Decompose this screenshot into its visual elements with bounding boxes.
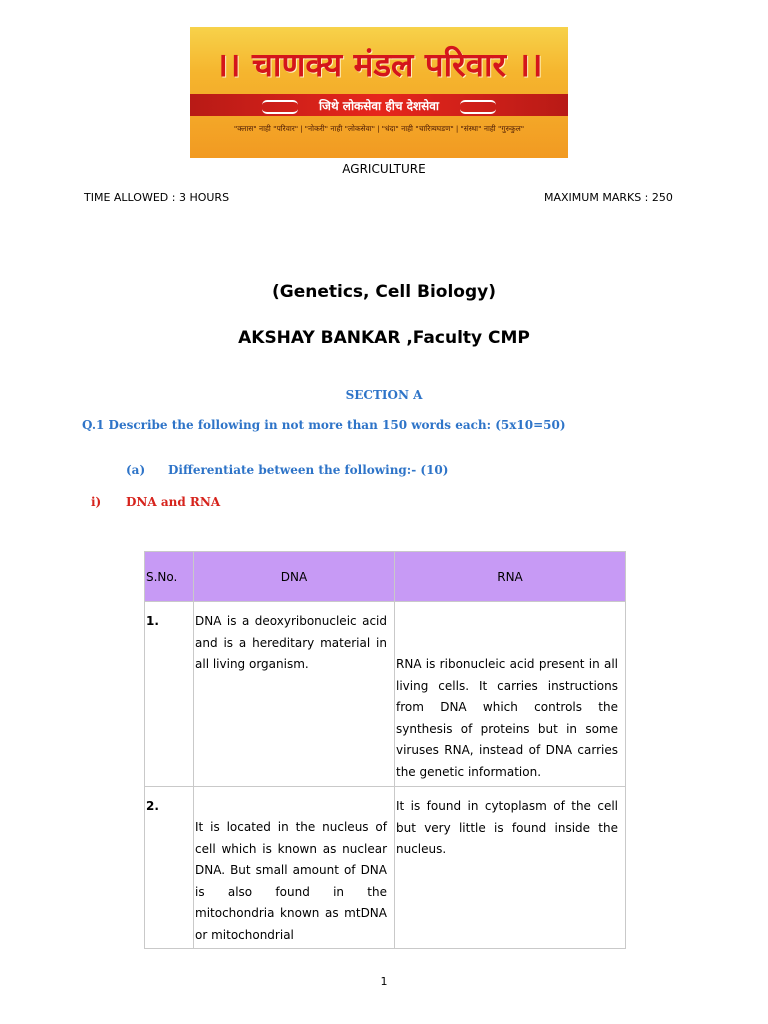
faculty-heading: AKSHAY BANKAR ,Faculty CMP	[238, 328, 530, 348]
banner-mottos: "क्लास" नाही "परिवार" | "नोकरी" नाही "लोकसेवा" | "धंदा" नाही "चारित्र्यघडण" | "संस्था" नाही "गुरुकुल"	[233, 124, 525, 133]
topic-heading: (Genetics, Cell Biology)	[272, 282, 496, 302]
table-header-row	[145, 552, 626, 602]
table-row	[145, 787, 626, 949]
table-row	[145, 602, 626, 787]
row-1-sno-text: 1.	[146, 614, 159, 628]
maximum-marks: MAXIMUM MARKS : 250	[544, 191, 673, 204]
row-2-rna-text: It is found in cytoplasm of the cell but very little is found inside the nucleus.	[396, 799, 618, 856]
row-1-sno	[145, 602, 194, 787]
header-dna: DNA	[194, 552, 395, 602]
item-text: DNA and RNA	[126, 495, 221, 509]
subject-title: AGRICULTURE	[342, 162, 426, 176]
section-heading: SECTION A	[345, 388, 423, 402]
subquestion-label: (a)	[126, 463, 146, 477]
row-2-sno-text: 2.	[146, 799, 159, 813]
motto-1: "क्लास" नाही "परिवार"	[233, 124, 299, 133]
row-2-sno	[145, 787, 194, 949]
motto-2: "नोकरी" नाही "लोकसेवा"	[304, 124, 376, 133]
header-sno: S.No.	[145, 552, 194, 602]
row-2-dna-text: It is located in the nucleus of cell which is known as nuclear DNA. But small amount of DNA is also found in the mitochondria known as mtDNA or mitochondrial	[195, 820, 387, 942]
motto-4: "संस्था" नाही "गुरुकुल"	[460, 124, 525, 133]
dna-rna-comparison-table	[144, 551, 626, 949]
page-number: 1	[380, 975, 388, 988]
row-2-rna	[395, 787, 626, 949]
time-allowed: TIME ALLOWED : 3 HOURS	[84, 191, 230, 204]
subquestion-text: Differentiate between the following:- (10)	[168, 463, 449, 477]
row-1-rna-text: RNA is ribonucleic acid present in all living cells. It carries instructions from DNA which controls the synthesis of proteins but in some viruses RNA, instead of DNA carries the genetic information.	[396, 657, 618, 779]
row-1-rna	[395, 602, 626, 787]
row-2-dna	[194, 787, 395, 949]
question-1: Q.1 Describe the following in not more than 150 words each: (5x10=50)	[82, 418, 566, 432]
row-1-dna	[194, 602, 395, 787]
row-1-dna-text: DNA is a deoxyribonucleic acid and is a hereditary material in all living organism.	[195, 614, 387, 671]
banner-title: ।। चाणक्य मंडल परिवार ।।	[215, 45, 543, 84]
header-banner	[190, 27, 568, 158]
item-label: i)	[91, 495, 102, 509]
motto-3: "धंदा" नाही "चारित्र्यघडण"	[381, 124, 454, 133]
header-rna: RNA	[395, 552, 626, 602]
banner-tagline: जिथे लोकसेवा हीच देशसेवा	[318, 99, 440, 113]
